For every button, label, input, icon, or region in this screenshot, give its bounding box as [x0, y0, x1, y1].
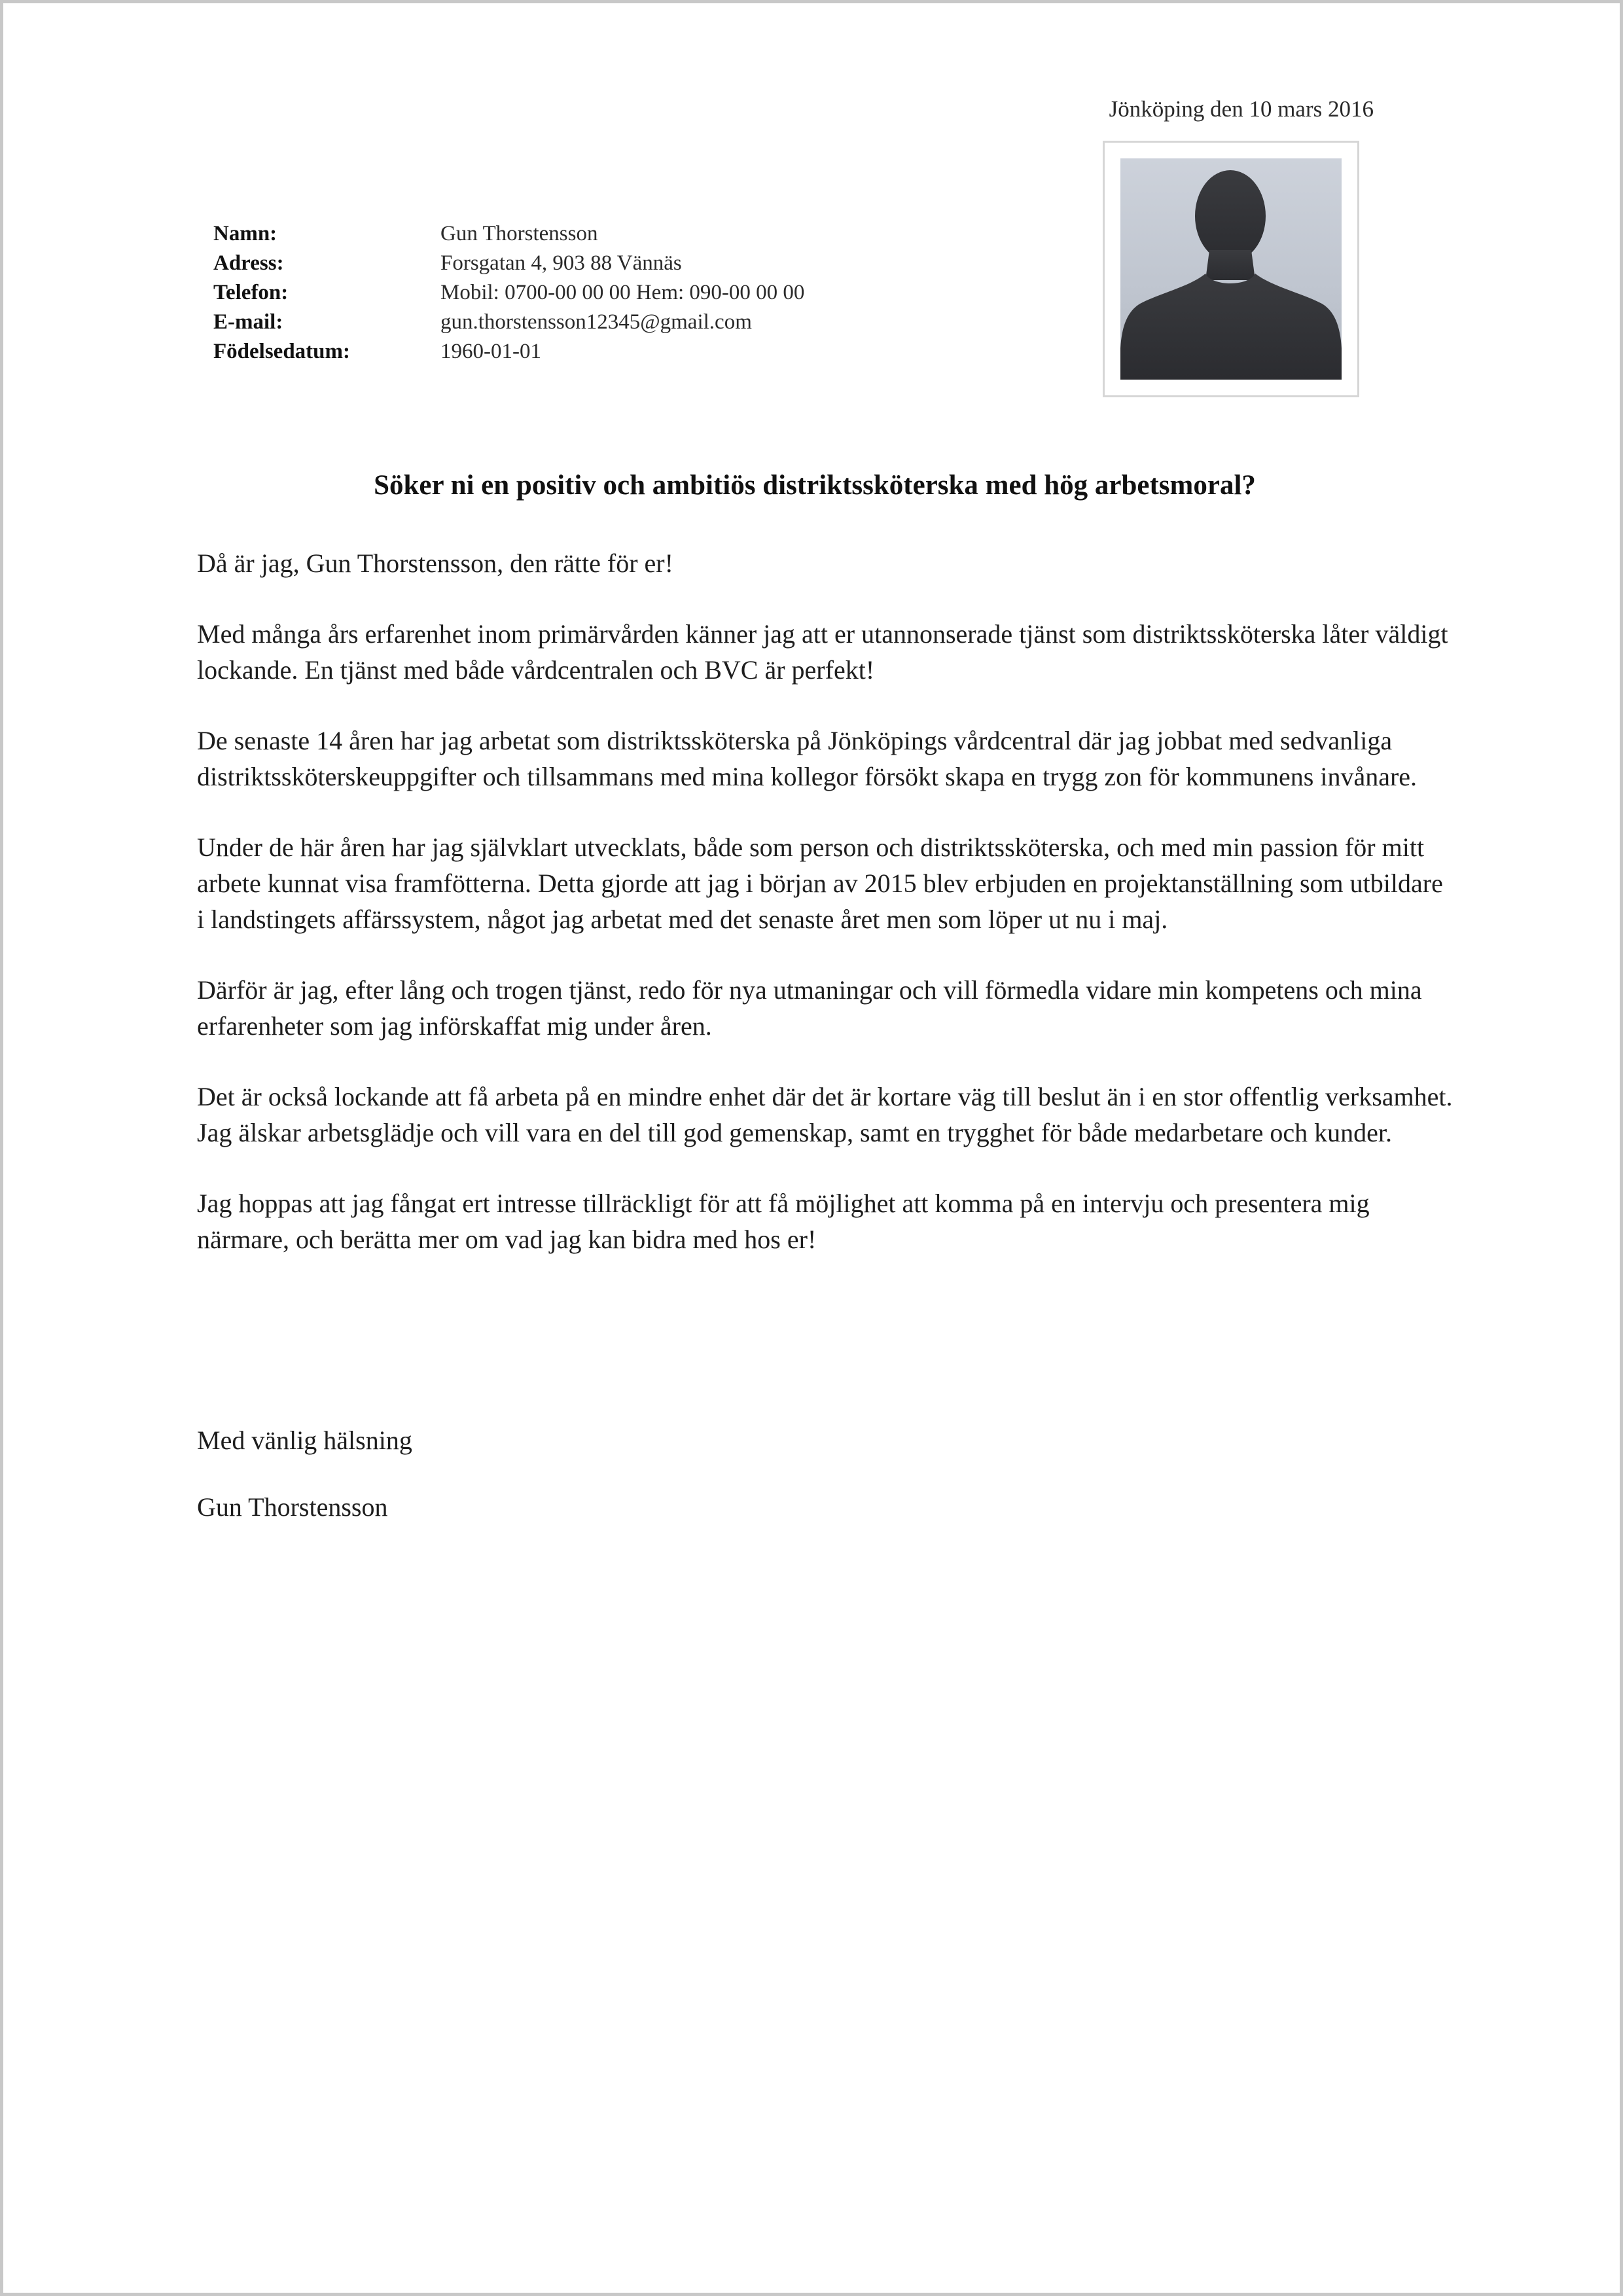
body-paragraph: Därför är jag, efter lång och trogen tjänst, redo för nya utmaningar och vill förmedla vidare min kompetens och mina erfarenheter som jag införskaffat mig under åren. — [197, 975, 1422, 1041]
contact-value: Forsgatan 4, 903 88 Vännäs — [440, 251, 682, 275]
contact-value: 1960-01-01 — [440, 340, 541, 363]
body-paragraph: Under de här åren har jag självklart utvecklats, både som person och distriktssköterska, och med min passion för mitt arbete kunnat visa framfötterna. Detta gjorde att jag i början av 2015 blev erbjuden en projektanställning som utbildare i landstingets affärssystem, något jag arbetat med det senaste året men som löper ut nu i maj. — [197, 833, 1443, 934]
contact-info — [213, 219, 804, 367]
contact-value: gun.thorstensson12345@gmail.com — [440, 310, 752, 334]
contact-row-phone — [213, 278, 804, 308]
contact-value: Mobil: 0700-00 00 00 Hem: 090-00 00 00 — [440, 281, 805, 304]
contact-label: Telefon: — [213, 281, 289, 304]
body-paragraph: Jag hoppas att jag fångat ert intresse tillräckligt för att få möjlighet att komma på en intervju och presentera mig närmare, och berätta mer om vad jag kan bidra med hos er! — [197, 1189, 1370, 1254]
body-paragraph: Det är också lockande att få arbeta på en mindre enhet där det är kortare väg till beslut än i en stor offentlig verksamhet. Jag älskar arbetsglädje och vill vara en del till god gemenskap, samt en trygghet för både medarbetare och kunder. — [197, 1082, 1453, 1147]
person-silhouette-icon — [1120, 158, 1342, 380]
body-paragraph: De senaste 14 åren har jag arbetat som distriktssköterska på Jönköpings vårdcentral där jag jobbat med sedvanliga distriktssköterskeuppgifter och tillsammans med mina kollegor försökt skapa en trygg zon för kommunens invånare. — [197, 726, 1418, 791]
closing-greeting: Med vänlig hälsning — [197, 1426, 412, 1455]
contact-label: Namn: — [213, 222, 277, 245]
contact-row-email — [213, 308, 804, 337]
signature-name: Gun Thorstensson — [197, 1492, 388, 1522]
contact-row-address — [213, 249, 804, 278]
letter-body — [197, 545, 1454, 1292]
body-paragraph: Då är jag, Gun Thorstensson, den rätte för er! — [197, 548, 673, 578]
contact-row-birthdate — [213, 337, 804, 367]
contact-row-name — [213, 219, 804, 249]
profile-photo — [1103, 141, 1359, 397]
headline: Söker ni en positiv och ambitiös distriktssköterska med hög arbetsmoral? — [374, 470, 1256, 501]
contact-label: Födelsedatum: — [213, 340, 350, 363]
contact-value: Gun Thorstensson — [440, 222, 598, 245]
contact-label: E-mail: — [213, 310, 283, 334]
date-line: Jönköping den 10 mars 2016 — [1109, 96, 1374, 122]
contact-label: Adress: — [213, 251, 284, 275]
body-paragraph: Med många års erfarenhet inom primärvården känner jag att er utannonserade tjänst som distriktssköterska låter väldigt lockande. En tjänst med både vårdcentralen och BVC är perfekt! — [197, 619, 1448, 685]
